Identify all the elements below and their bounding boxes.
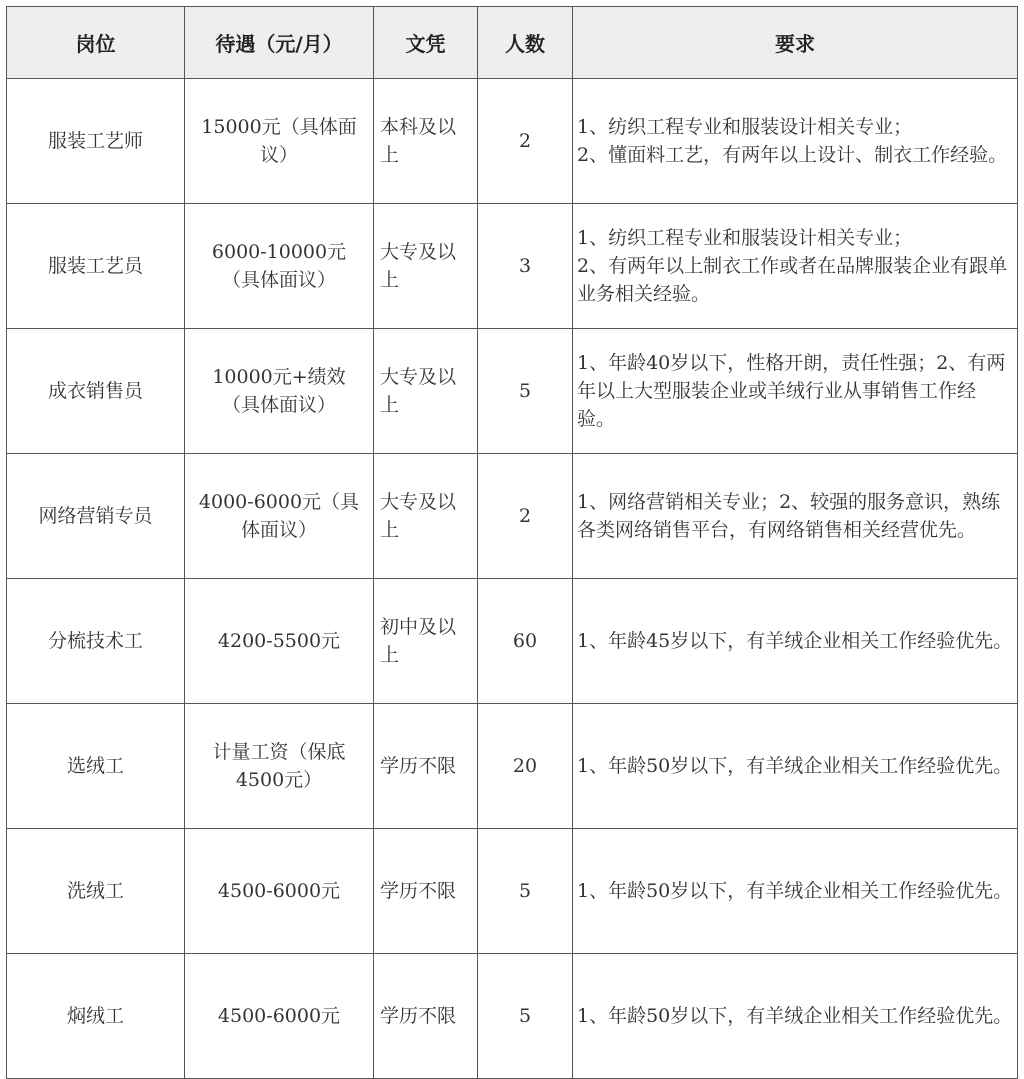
table-row xyxy=(7,579,1018,704)
cell-position: 网络营销专员 xyxy=(7,454,185,579)
cell-education: 本科及以上 xyxy=(374,79,478,204)
cell-education: 学历不限 xyxy=(374,704,478,829)
cell-education: 大专及以上 xyxy=(374,329,478,454)
header-salary: 待遇（元/月） xyxy=(185,7,374,79)
cell-position: 分梳技术工 xyxy=(7,579,185,704)
cell-salary: 计量工资（保底4500元） xyxy=(185,704,374,829)
table-row xyxy=(7,329,1018,454)
header-position: 岗位 xyxy=(7,7,185,79)
table-row xyxy=(7,954,1018,1079)
cell-requirements: 1、纺织工程专业和服装设计相关专业； 2、有两年以上制衣工作或者在品牌服装企业有跟单业务相关经验。 xyxy=(573,204,1018,329)
cell-salary: 4200-5500元 xyxy=(185,579,374,704)
cell-salary: 10000元+绩效（具体面议） xyxy=(185,329,374,454)
table-row xyxy=(7,454,1018,579)
cell-requirements: 1、纺织工程专业和服装设计相关专业； 2、懂面料工艺，有两年以上设计、制衣工作经验。 xyxy=(573,79,1018,204)
header-education: 文凭 xyxy=(374,7,478,79)
table-row xyxy=(7,79,1018,204)
cell-salary: 15000元（具体面议） xyxy=(185,79,374,204)
cell-salary: 6000-10000元（具体面议） xyxy=(185,204,374,329)
cell-position: 焖绒工 xyxy=(7,954,185,1079)
cell-salary: 4500-6000元 xyxy=(185,954,374,1079)
cell-requirements: 1、年龄45岁以下，有羊绒企业相关工作经验优先。 xyxy=(573,579,1018,704)
cell-count: 5 xyxy=(478,954,573,1079)
cell-count: 60 xyxy=(478,579,573,704)
cell-count: 5 xyxy=(478,829,573,954)
table-header-row xyxy=(7,7,1018,79)
header-requirements: 要求 xyxy=(573,7,1018,79)
table-row xyxy=(7,704,1018,829)
cell-education: 大专及以上 xyxy=(374,454,478,579)
cell-requirements: 1、年龄50岁以下，有羊绒企业相关工作经验优先。 xyxy=(573,704,1018,829)
header-count: 人数 xyxy=(478,7,573,79)
cell-salary: 4500-6000元 xyxy=(185,829,374,954)
cell-salary: 4000-6000元（具体面议） xyxy=(185,454,374,579)
cell-requirements: 1、年龄50岁以下，有羊绒企业相关工作经验优先。 xyxy=(573,954,1018,1079)
cell-count: 5 xyxy=(478,329,573,454)
table-row xyxy=(7,204,1018,329)
cell-education: 学历不限 xyxy=(374,829,478,954)
cell-requirements: 1、网络营销相关专业；2、较强的服务意识，熟练各类网络销售平台，有网络销售相关经营优先。 xyxy=(573,454,1018,579)
cell-count: 2 xyxy=(478,454,573,579)
job-listing-table xyxy=(6,6,1018,1079)
table-body xyxy=(7,79,1018,1079)
cell-position: 成衣销售员 xyxy=(7,329,185,454)
cell-count: 20 xyxy=(478,704,573,829)
cell-position: 选绒工 xyxy=(7,704,185,829)
cell-position: 服装工艺员 xyxy=(7,204,185,329)
cell-education: 大专及以上 xyxy=(374,204,478,329)
table-row xyxy=(7,829,1018,954)
cell-position: 服装工艺师 xyxy=(7,79,185,204)
cell-requirements: 1、年龄50岁以下，有羊绒企业相关工作经验优先。 xyxy=(573,829,1018,954)
cell-education: 初中及以上 xyxy=(374,579,478,704)
cell-count: 2 xyxy=(478,79,573,204)
cell-education: 学历不限 xyxy=(374,954,478,1079)
cell-requirements: 1、年龄40岁以下，性格开朗，责任性强；2、有两年以上大型服装企业或羊绒行业从事销售工作经验。 xyxy=(573,329,1018,454)
cell-position: 洗绒工 xyxy=(7,829,185,954)
cell-count: 3 xyxy=(478,204,573,329)
